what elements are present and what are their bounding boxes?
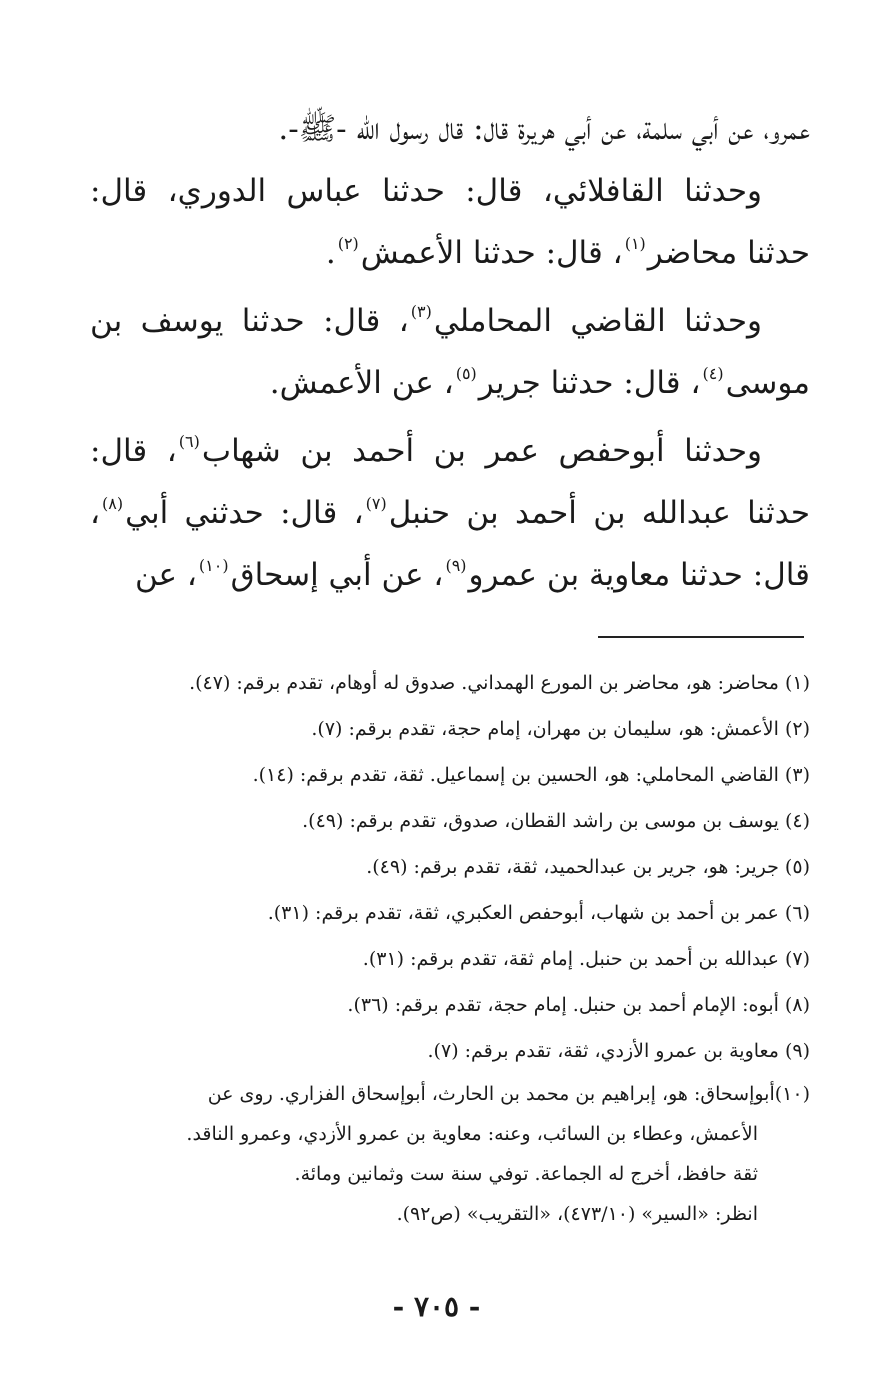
- main-paragraph-3: [90, 290, 810, 414]
- para3-text-d: ، عن الأعمش.: [269, 365, 454, 401]
- footnote-ref-7[interactable]: (٧): [365, 494, 387, 513]
- footnote-10-line-4: انظر: «السير» (٤٧٣/١٠)، «التقريب» (ص٩٢).: [396, 1203, 758, 1225]
- para4-text-b: ، قال: حدثنا عبدالله بن أحمد بن حنبل: [90, 433, 811, 531]
- footnote-ref-9[interactable]: (٩): [445, 556, 467, 575]
- footnote-10-line-3: ثقة حافظ، أخرج له الجماعة. توفي سنة ست وثمانين ومائة.: [294, 1163, 758, 1185]
- para2-text-a: وحدثنا القافلائي، قال: حدثنا عباس الدوري، قال: حدثنا محاضر: [90, 173, 810, 271]
- para2-text-b: ، قال: حدثنا الأعمش: [360, 235, 623, 271]
- main-paragraph-2: [90, 160, 810, 284]
- footnote-ref-6[interactable]: (٦): [178, 432, 200, 451]
- footnote-ref-3[interactable]: (٣): [410, 302, 432, 321]
- para3-text-b: ، قال: حدثنا يوسف بن موسى: [90, 303, 810, 401]
- footnote-5: (٥) جرير: هو، جرير بن عبدالحميد، ثقة، تقدم برقم: (٤٩).: [366, 856, 810, 878]
- footnote-separator: [598, 636, 804, 638]
- para4-text-a: وحدثنا أبوحفص عمر بن أحمد بن شهاب: [201, 433, 762, 469]
- para4-text-d: ، قال: حدثنا معاوية بن عمرو: [90, 495, 810, 593]
- page-number: - ٧٠٥ -: [392, 1290, 481, 1323]
- footnote-10-line-1: (١٠)أبوإسحاق: هو، إبراهيم بن محمد بن الحارث، أبوإسحاق الفزاري. روى عن: [207, 1083, 810, 1105]
- main-line-1: عمرو، عن أبي سلمة، عن أبي هريرة قال: قال رسول الله -ﷺ-.: [278, 111, 810, 147]
- footnote-9: (٩) معاوية بن عمرو الأزدي، ثقة، تقدم برقم: (٧).: [427, 1040, 810, 1062]
- footnote-ref-8[interactable]: (٨): [102, 494, 124, 513]
- para4-text-c: ، قال: حدثني أبي: [125, 495, 364, 531]
- para2-text-c: .: [325, 235, 336, 271]
- footnote-ref-5[interactable]: (٥): [455, 364, 477, 383]
- main-text: [90, 98, 810, 606]
- para3-text-a: وحدثنا القاضي المحاملي: [433, 303, 762, 339]
- footnote-8: (٨) أبوه: الإمام أحمد بن حنبل. إمام حجة، تقدم برقم: (٣٦).: [347, 994, 810, 1016]
- para4-text-e: ، عن أبي إسحاق: [230, 557, 444, 593]
- footnote-3: (٣) القاضي المحاملي: هو، الحسين بن إسماعيل. ثقة، تقدم برقم: (١٤).: [252, 764, 810, 786]
- footnote-ref-10[interactable]: (١٠): [198, 556, 229, 575]
- footnote-7: (٧) عبدالله بن أحمد بن حنبل. إمام ثقة، تقدم برقم: (٣١).: [362, 948, 810, 970]
- footnotes: [80, 660, 810, 1234]
- footnote-10-line-2: الأعمش، وعطاء بن السائب، وعنه: معاوية بن عمرو الأزدي، وعمرو الناقد.: [186, 1123, 758, 1145]
- footnote-ref-1[interactable]: (١): [624, 234, 646, 253]
- footnote-1: (١) محاضر: هو، محاضر بن المورع الهمداني. صدوق له أوهام، تقدم برقم: (٤٧).: [189, 672, 810, 694]
- footnote-2: (٢) الأعمش: هو، سليمان بن مهران، إمام حجة، تقدم برقم: (٧).: [311, 718, 810, 740]
- para3-text-c: ، قال: حدثنا جرير: [478, 365, 701, 401]
- main-paragraph-4: [90, 420, 810, 606]
- para4-text-f: ، عن: [134, 557, 197, 593]
- footnote-6: (٦) عمر بن أحمد بن شهاب، أبوحفص العكبري، ثقة، تقدم برقم: (٣١).: [267, 902, 810, 924]
- footnote-4: (٤) يوسف بن موسى بن راشد القطان، صدوق، تقدم برقم: (٤٩).: [302, 810, 810, 832]
- footnote-ref-2[interactable]: (٢): [337, 234, 359, 253]
- footnote-ref-4[interactable]: (٤): [702, 364, 724, 383]
